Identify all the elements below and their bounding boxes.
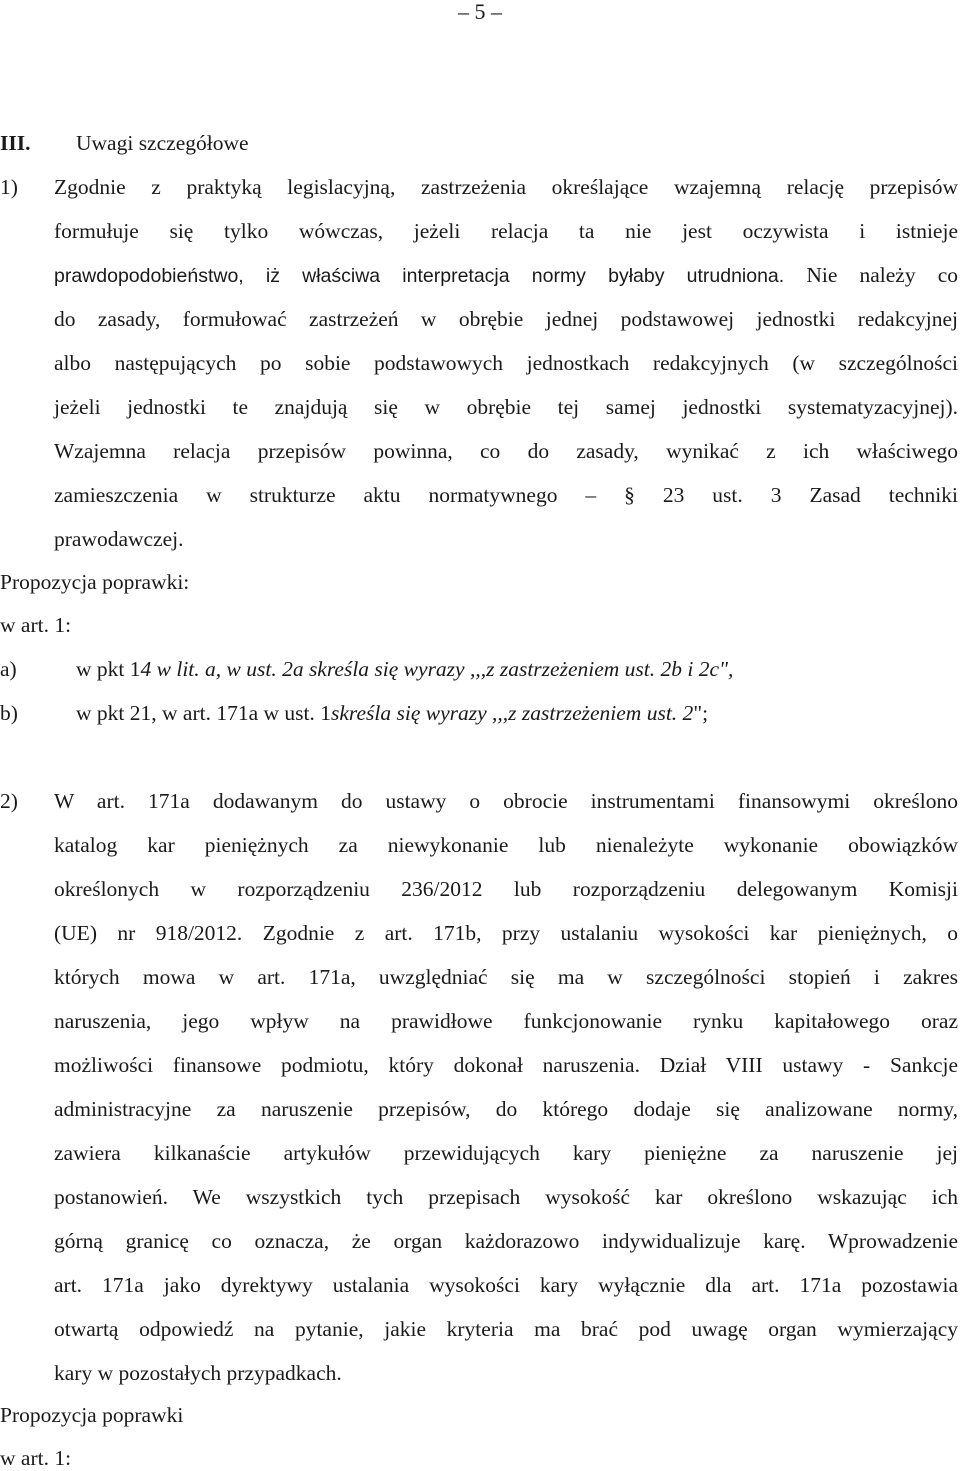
proposal-2-heading: Propozycja poprawki [0, 1403, 184, 1427]
proposal-1-heading: Propozycja poprawki: [0, 570, 190, 594]
item-2-line: zawiera kilkanaście artykułów przewidujących kary pieniężne za naruszenie jej [54, 1141, 958, 1165]
item-2-line: W art. 171a dodawanym do ustawy o obrocie instrumentami finansowymi określono [54, 789, 958, 813]
item-2-line: określonych w rozporządzeniu 236/2012 lub rozporządzeniu delegowanym Komisji [54, 877, 958, 901]
item-1-number: 1) [0, 175, 18, 199]
item-2-line: otwartą odpowiedź na pytanie, jakie kryteria ma brać pod uwagę organ wymierzający [54, 1317, 958, 1341]
proposal-1-b-text-end: "; [693, 701, 709, 725]
proposal-1-b-letter: b) [0, 701, 18, 725]
item-1-sans-text: prawdopodobieństwo, iż właściwa interpretacja normy byłaby utrudniona. [54, 265, 785, 287]
item-2-line: (UE) nr 918/2012. Zgodnie z art. 171b, przy ustalaniu wysokości kar pieniężnych, o [54, 921, 958, 945]
item-2-line: administracyjne za naruszenie przepisów, do którego dodaje się analizowane normy, [54, 1097, 958, 1121]
item-1-line: prawodawczej. [54, 527, 184, 551]
item-1-line: do zasady, formułować zastrzeżeń w obrębie jednej podstawowej jednostki redakcyjnej [54, 307, 958, 331]
item-1-paragraph [54, 165, 958, 561]
proposal-1-a-text-italic: 4 w lit. a, w ust. 2a skreśla się wyrazy ,,,z zastrzeżeniem ust. 2b i 2c", [140, 657, 734, 681]
proposal-1-b-text-regular: w pkt 21, w art. 171a w ust. 1 [76, 701, 331, 725]
item-1-text: Nie należy co [806, 263, 958, 287]
proposal-1-a-letter: a) [0, 657, 17, 681]
proposal-1-b-text-italic: skreśla się wyrazy ,,,z zastrzeżeniem ust. 2 [331, 701, 694, 725]
section-title: Uwagi szczegółowe [76, 131, 249, 155]
item-2-number: 2) [0, 789, 18, 813]
proposal-1-b-text [76, 701, 708, 726]
proposal-1-a-text-regular: w pkt 1 [76, 657, 141, 681]
item-1-line: Zgodnie z praktyką legislacyjną, zastrzeżenia określające wzajemną relację przepisów [54, 175, 958, 199]
item-2-line: art. 171a jako dyrektywy ustalania wysokości kary wyłącznie dla art. 171a pozostawia [54, 1273, 958, 1297]
item-2-line: możliwości finansowe podmiotu, który dokonał naruszenia. Dział VIII ustawy - Sankcje [54, 1053, 958, 1077]
item-2-line: postanowień. We wszystkich tych przepisach wysokość kar określono wskazując ich [54, 1185, 958, 1209]
item-1-line: albo następujących po sobie podstawowych jednostkach redakcyjnych (w szczególności [54, 351, 958, 375]
item-2-paragraph [54, 779, 958, 1395]
page-number: – 5 – [458, 0, 502, 24]
item-1-line: jeżeli jednostki te znajdują się w obrębie tej samej jednostki systematyzacyjnej). [54, 395, 958, 419]
item-1-line [54, 253, 958, 297]
proposal-1-art: w art. 1: [0, 613, 72, 637]
item-2-line: kary w pozostałych przypadkach. [54, 1361, 342, 1385]
item-1-line: zamieszczenia w strukturze aktu normatywnego – § 23 ust. 3 Zasad techniki [54, 483, 958, 507]
item-2-line: górną granicę co oznacza, że organ każdorazowo indywidualizuje karę. Wprowadzenie [54, 1229, 958, 1253]
item-1-line: Wzajemna relacja przepisów powinna, co do zasady, wynikać z ich właściwego [54, 439, 958, 463]
item-2-line: których mowa w art. 171a, uwzględniać się ma w szczególności stopień i zakres [54, 965, 958, 989]
item-1-line: formułuje się tylko wówczas, jeżeli relacja ta nie jest oczywista i istnieje [54, 219, 958, 243]
proposal-1-a-text [76, 657, 733, 682]
section-number: III. [0, 131, 31, 155]
item-2-line: naruszenia, jego wpływ na prawidłowe funkcjonowanie rynku kapitałowego oraz [54, 1009, 958, 1033]
item-2-line: katalog kar pieniężnych za niewykonanie lub nienależyte wykonanie obowiązków [54, 833, 958, 857]
proposal-2-art: w art. 1: [0, 1446, 72, 1470]
